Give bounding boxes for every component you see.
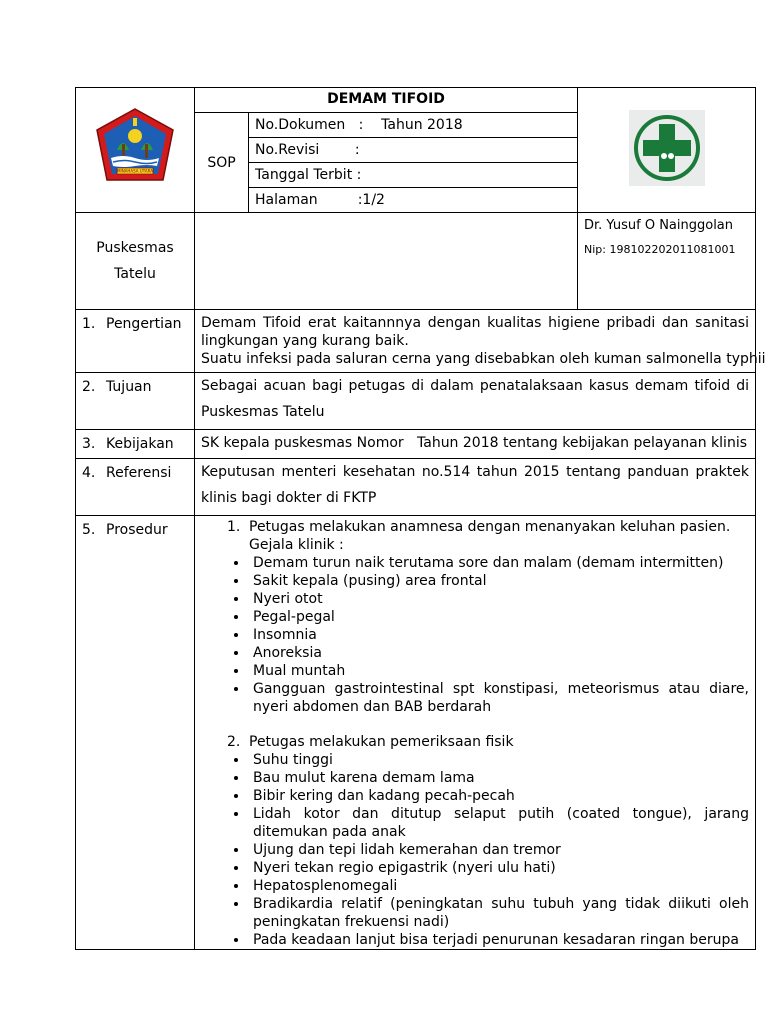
blank-cell (195, 213, 578, 310)
content-table (75, 309, 766, 950)
list-item: • Demam turun naik terutama sore dan malam (demam intermitten) (249, 554, 749, 572)
regency-logo-cell (76, 88, 195, 213)
list-item: • Anoreksia (249, 644, 749, 662)
list-item: • Bau mulut karena demam lama (249, 769, 749, 787)
list-item: • Ujung dan tepi lidah kemerahan dan tremor (249, 841, 749, 859)
findings-list (201, 751, 749, 949)
puskesmas-line2: Tatelu (114, 266, 156, 282)
procedure-step-1: 1. Petugas melakukan anamnesa dengan menanyakan keluhan pasien. (227, 519, 731, 535)
list-item: • Hepatosplenomegali (249, 877, 749, 895)
list-item: • Mual muntah (249, 662, 749, 680)
section-prosedur-label: 5. Prosedur (76, 516, 195, 950)
puskesmas-cross-icon (628, 109, 706, 187)
section-referensi-label: 4. Referensi (76, 459, 195, 516)
section-tujuan-content: Sebagai acuan bagi petugas di dalam penatalaksaan kasus demam tifoid di Puskesmas Tatelu (195, 373, 756, 430)
symptom-list (201, 554, 749, 716)
header-table (75, 87, 756, 310)
list-item: • Nyeri tekan regio epigastrik (nyeri ulu hati) (249, 859, 749, 877)
halaman: Halaman :1/2 (249, 188, 578, 213)
section-pengertian-label: 1. Pengertian (76, 310, 195, 373)
section-kebijakan-label: 3. Kebijakan (76, 430, 195, 459)
pengertian-line: Suatu infeksi pada saluran cerna yang disebabkan oleh kuman salmonella typhii (201, 351, 766, 367)
procedure-step-2: 2. Petugas melakukan pemeriksaan fisik (227, 734, 514, 750)
no-revisi: No.Revisi : (249, 138, 578, 163)
section-tujuan-label: 2. Tujuan (76, 373, 195, 430)
list-item: • Nyeri otot (249, 590, 749, 608)
signer-name: Dr. Yusuf O Nainggolan (584, 218, 734, 233)
list-item: • Bibir kering dan kadang pecah-pecah (249, 787, 749, 805)
regency-emblem-icon (93, 106, 177, 190)
signature-block (578, 213, 756, 310)
sop-label: SOP (195, 113, 249, 213)
puskesmas-name (76, 213, 195, 310)
tanggal-terbit: Tanggal Terbit : (249, 163, 578, 188)
section-pengertian-content (195, 310, 766, 373)
sop-document (75, 87, 766, 950)
list-item: • Lidah kotor dan ditutup selaput putih (coated tongue), jarang ditemukan pada anak (249, 805, 749, 841)
list-item: • Suhu tinggi (249, 751, 749, 769)
list-item: • Sakit kepala (pusing) area frontal (249, 572, 749, 590)
section-referensi-content: Keputusan menteri kesehatan no.514 tahun 2015 tentang panduan praktek klinis bagi dokter di FKTP (195, 459, 756, 516)
puskesmas-line1: Puskesmas (96, 240, 174, 256)
svg-text:MINAHASA UTARA: MINAHASA UTARA (117, 168, 153, 174)
document-title: DEMAM TIFOID (195, 88, 578, 113)
list-item: • Pegal-pegal (249, 608, 749, 626)
list-item: • Bradikardia relatif (peningkatan suhu tubuh yang tidak diikuti oleh peningkatan frekuensi nadi) (249, 895, 749, 931)
no-dokumen: No.Dokumen : Tahun 2018 (249, 113, 578, 138)
list-item: • Gangguan gastrointestinal spt konstipasi, meteorismus atau diare, nyeri abdomen dan BAB berdarah (249, 680, 749, 716)
list-item: • Insomnia (249, 626, 749, 644)
health-logo-cell (578, 88, 756, 213)
procedure-step-1-sub: Gejala klinik : (249, 537, 344, 553)
section-kebijakan-content: SK kepala puskesmas Nomor Tahun 2018 tentang kebijakan pelayanan klinis (195, 430, 756, 459)
pengertian-line: Demam Tifoid erat kaitannnya dengan kualitas higiene pribadi dan sanitasi lingkungan yang kurang baik. (201, 315, 749, 349)
signer-nip: Nip: 198102202011081001 (584, 243, 736, 256)
section-prosedur-content (195, 516, 756, 950)
list-item: • Pada keadaan lanjut bisa terjadi penurunan kesadaran ringan berupa (249, 931, 749, 949)
